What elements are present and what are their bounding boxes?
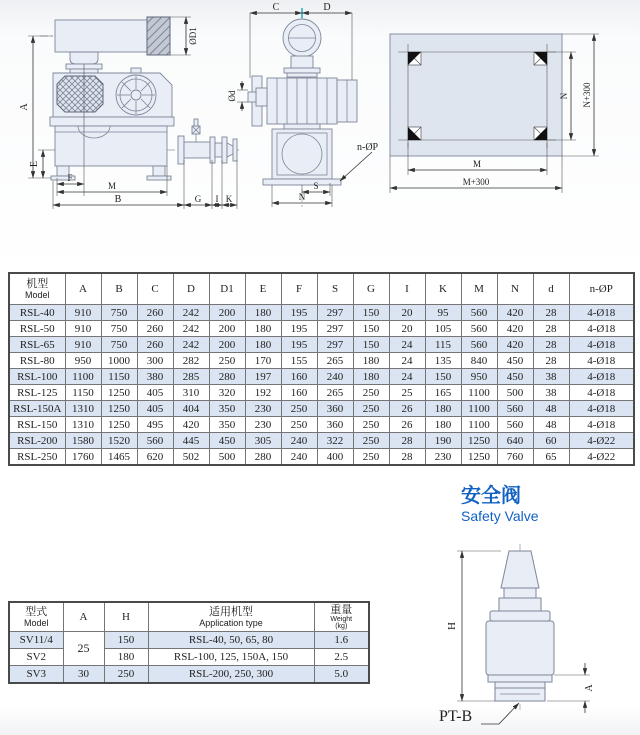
dim-cell: 1250 [101, 417, 137, 433]
blower-dimension-drawings [0, 0, 640, 265]
dim-cell: 95 [425, 305, 461, 321]
dim-cell: 1100 [461, 401, 497, 417]
dim-cell: 250 [209, 353, 245, 369]
dim-cell: 620 [137, 449, 173, 466]
table-row [9, 385, 634, 401]
valve-h-cell: 150 [104, 632, 148, 649]
dim-cell: 360 [317, 417, 353, 433]
header-A: A [65, 273, 101, 305]
dim-cell: 350 [209, 401, 245, 417]
dim-cell: 25 [389, 385, 425, 401]
dim-label-G: G [194, 194, 202, 204]
table-row [9, 369, 634, 385]
dim-label-D1: ØD1 [188, 27, 198, 45]
dim-label-S: S [313, 181, 319, 191]
dimension-table-header-row [9, 273, 634, 305]
dim-cell: 250 [353, 449, 389, 466]
dim-cell: 322 [317, 433, 353, 449]
dim-cell: 1760 [65, 449, 101, 466]
dim-cell: 242 [173, 305, 209, 321]
dim-cell: 170 [245, 353, 281, 369]
dim-label-d: Ød [227, 90, 237, 102]
header-D: D [173, 273, 209, 305]
dim-cell: 1580 [65, 433, 101, 449]
dim-cell: 28 [533, 321, 569, 337]
dim-cell: 200 [209, 321, 245, 337]
dim-cell: 560 [497, 417, 533, 433]
dim-cell: 297 [317, 321, 353, 337]
dim-cell: 4-Ø18 [569, 337, 634, 353]
dim-cell: 105 [425, 321, 461, 337]
model-cell: RSL-150 [9, 417, 65, 433]
dim-cell: 135 [425, 353, 461, 369]
valve-a-cell: 30 [63, 666, 104, 684]
dim-cell: 180 [353, 353, 389, 369]
dim-cell: 1250 [101, 401, 137, 417]
model-cell: RSL-50 [9, 321, 65, 337]
table-row [9, 401, 634, 417]
dim-label-F: F [67, 173, 73, 183]
dim-cell: 250 [353, 401, 389, 417]
header-K: K [425, 273, 461, 305]
dim-label-D: D [323, 2, 331, 13]
dim-label-plan-N: N [559, 92, 569, 100]
valve-h-cell: 180 [104, 649, 148, 666]
dim-cell: 192 [245, 385, 281, 401]
header-S: S [317, 273, 353, 305]
valve-table-row [9, 666, 369, 684]
dim-cell: 265 [317, 385, 353, 401]
dim-cell: 195 [281, 305, 317, 321]
dim-cell: 4-Ø18 [569, 401, 634, 417]
dim-cell: 4-Ø22 [569, 449, 634, 466]
valve-header-weight-zh: 重量 [330, 604, 353, 616]
dim-label-A: A [19, 103, 30, 111]
dim-cell: 840 [461, 353, 497, 369]
header-N: N [497, 273, 533, 305]
dim-cell: 260 [137, 321, 173, 337]
dim-cell: 24 [389, 353, 425, 369]
dim-cell: 495 [137, 417, 173, 433]
dim-cell: 320 [209, 385, 245, 401]
dim-cell: 1150 [101, 369, 137, 385]
valve-header-weight-en: Weight [330, 616, 353, 623]
valve-dim-label-H: H [446, 622, 458, 630]
dim-cell: 750 [101, 321, 137, 337]
dim-cell: 910 [65, 321, 101, 337]
dim-cell: 360 [317, 401, 353, 417]
dim-cell: 4-Ø18 [569, 417, 634, 433]
dim-cell: 240 [281, 433, 317, 449]
dim-cell: 240 [317, 369, 353, 385]
header-D1: D1 [209, 273, 245, 305]
safety-valve-title-zh: 安全阀 [461, 485, 521, 507]
side-view-drawing [19, 17, 240, 209]
model-cell: RSL-200 [9, 433, 65, 449]
dim-cell: 297 [317, 337, 353, 353]
header-E: E [245, 273, 281, 305]
dim-cell: 300 [137, 353, 173, 369]
dim-cell: 1250 [461, 449, 497, 466]
valve-header-app-en: Application type [199, 618, 263, 628]
table-row [9, 321, 634, 337]
header-M: M [461, 273, 497, 305]
header-model [9, 273, 65, 305]
valve-weight-cell: 1.6 [314, 632, 369, 649]
dim-cell: 1250 [101, 385, 137, 401]
dim-cell: 150 [353, 321, 389, 337]
valve-thread-label: PT-B [439, 708, 473, 725]
valve-header-h: H [104, 602, 148, 632]
dim-cell: 420 [173, 417, 209, 433]
dim-label-B: B [114, 194, 122, 205]
header-G: G [353, 273, 389, 305]
dim-cell: 65 [533, 449, 569, 466]
dim-cell: 450 [497, 369, 533, 385]
dim-cell: 1310 [65, 401, 101, 417]
dim-cell: 420 [497, 321, 533, 337]
dim-label-E: E [29, 160, 40, 168]
dim-cell: 28 [533, 353, 569, 369]
header-C: C [137, 273, 173, 305]
dim-cell: 48 [533, 401, 569, 417]
model-cell: RSL-80 [9, 353, 65, 369]
dim-cell: 180 [425, 417, 461, 433]
dim-cell: 450 [209, 433, 245, 449]
dim-cell: 500 [497, 385, 533, 401]
dim-cell: 380 [137, 369, 173, 385]
dim-cell: 4-Ø18 [569, 321, 634, 337]
dim-label-I: I [215, 194, 219, 204]
dim-cell: 115 [425, 337, 461, 353]
header-d: d [533, 273, 569, 305]
dim-cell: 1310 [65, 417, 101, 433]
dim-label-C: C [272, 2, 280, 13]
header-model-zh: 机型 [26, 278, 49, 290]
table-row [9, 305, 634, 321]
header-F: F [281, 273, 317, 305]
dim-label-N: N [298, 192, 306, 202]
dim-cell: 150 [353, 337, 389, 353]
dim-cell: 180 [245, 305, 281, 321]
dimension-table-body [9, 305, 634, 466]
dim-cell: 310 [173, 385, 209, 401]
dim-cell: 180 [245, 337, 281, 353]
table-row [9, 449, 634, 466]
model-cell: RSL-125 [9, 385, 65, 401]
dim-cell: 160 [281, 385, 317, 401]
dim-cell: 1100 [461, 417, 497, 433]
dim-cell: 230 [425, 449, 461, 466]
dim-cell: 297 [317, 305, 353, 321]
valve-header-weight [314, 602, 369, 632]
dim-cell: 150 [425, 369, 461, 385]
dim-cell: 190 [425, 433, 461, 449]
dim-cell: 38 [533, 385, 569, 401]
dim-label-plan-M: M [472, 159, 482, 169]
dim-cell: 1000 [101, 353, 137, 369]
dim-cell: 180 [425, 401, 461, 417]
header-I: I [389, 273, 425, 305]
dim-cell: 195 [281, 321, 317, 337]
valve-header-model-en: Model [23, 618, 49, 628]
dim-label-plan-N300: N+300 [582, 82, 592, 108]
dim-cell: 502 [173, 449, 209, 466]
table-row [9, 433, 634, 449]
dim-cell: 282 [173, 353, 209, 369]
dim-cell: 4-Ø18 [569, 305, 634, 321]
valve-header-model [9, 602, 63, 632]
valve-app-cell: RSL-40, 50, 65, 80 [148, 632, 314, 649]
dim-cell: 280 [209, 369, 245, 385]
valve-h-cell: 250 [104, 666, 148, 684]
dim-cell: 240 [281, 449, 317, 466]
dim-cell: 760 [497, 449, 533, 466]
model-cell: RSL-65 [9, 337, 65, 353]
dim-cell: 38 [533, 369, 569, 385]
safety-valve-table [8, 601, 370, 684]
dim-cell: 500 [209, 449, 245, 466]
dim-cell: 26 [389, 401, 425, 417]
dim-cell: 250 [353, 417, 389, 433]
dim-cell: 420 [497, 305, 533, 321]
dim-cell: 405 [137, 401, 173, 417]
dim-cell: 640 [497, 433, 533, 449]
dim-cell: 350 [209, 417, 245, 433]
dim-cell: 1100 [65, 369, 101, 385]
dim-cell: 1150 [65, 385, 101, 401]
dim-cell: 950 [461, 369, 497, 385]
dim-cell: 1520 [101, 433, 137, 449]
relief-valve-symbol [192, 119, 200, 142]
dim-cell: 4-Ø18 [569, 353, 634, 369]
dim-cell: 28 [389, 449, 425, 466]
dim-label-plan-M300: M+300 [462, 177, 490, 187]
table-row [9, 337, 634, 353]
dim-cell: 420 [497, 337, 533, 353]
dim-cell: 200 [209, 337, 245, 353]
safety-valve-title [461, 485, 539, 525]
dim-cell: 150 [353, 305, 389, 321]
valve-model-cell: SV11/4 [9, 632, 63, 649]
dim-cell: 910 [65, 337, 101, 353]
dim-cell: 750 [101, 305, 137, 321]
dim-label-K: K [225, 194, 233, 204]
dim-cell: 445 [173, 433, 209, 449]
dim-cell: 160 [281, 369, 317, 385]
model-cell: RSL-40 [9, 305, 65, 321]
valve-header-a: A [63, 602, 104, 632]
dim-cell: 1465 [101, 449, 137, 466]
dim-cell: 1250 [461, 433, 497, 449]
dim-cell: 750 [101, 337, 137, 353]
dim-cell: 950 [65, 353, 101, 369]
front-view-drawing [227, 2, 379, 208]
valve-dim-label-A: A [584, 684, 595, 692]
dim-cell: 180 [353, 369, 389, 385]
header-model-en: Model [24, 290, 50, 300]
dim-cell: 180 [245, 321, 281, 337]
table-row [9, 417, 634, 433]
valve-weight-cell: 2.5 [314, 649, 369, 666]
dim-cell: 20 [389, 321, 425, 337]
header-B: B [101, 273, 137, 305]
dim-cell: 4-Ø18 [569, 385, 634, 401]
model-cell: RSL-150A [9, 401, 65, 417]
dim-label-M: M [107, 181, 117, 191]
dim-cell: 250 [353, 385, 389, 401]
dim-cell: 910 [65, 305, 101, 321]
dim-cell: 28 [389, 433, 425, 449]
valve-header-weight-unit: (kg) [335, 623, 348, 630]
dim-cell: 560 [461, 305, 497, 321]
dim-cell: 242 [173, 337, 209, 353]
safety-valve-drawing [425, 538, 640, 735]
dim-label-nP: n-ØP [357, 142, 379, 153]
dim-cell: 305 [245, 433, 281, 449]
valve-app-cell: RSL-200, 250, 300 [148, 666, 314, 684]
model-cell: RSL-250 [9, 449, 65, 466]
dim-cell: 250 [281, 401, 317, 417]
dim-cell: 242 [173, 321, 209, 337]
model-cell: RSL-100 [9, 369, 65, 385]
valve-app-cell: RSL-100, 125, 150A, 150 [148, 649, 314, 666]
dim-cell: 450 [497, 353, 533, 369]
table-row [9, 353, 634, 369]
dim-cell: 280 [245, 449, 281, 466]
dim-cell: 260 [137, 337, 173, 353]
dim-cell: 26 [389, 417, 425, 433]
valve-header-app [148, 602, 314, 632]
dim-cell: 405 [137, 385, 173, 401]
foundation-plan-drawing [390, 34, 599, 193]
valve-model-cell: SV2 [9, 649, 63, 666]
dim-cell: 60 [533, 433, 569, 449]
dim-cell: 155 [281, 353, 317, 369]
dim-cell: 260 [137, 305, 173, 321]
valve-header-model-zh: 型式 [25, 606, 48, 618]
dim-cell: 20 [389, 305, 425, 321]
dim-cell: 250 [281, 417, 317, 433]
dim-cell: 28 [533, 337, 569, 353]
dim-cell: 265 [317, 353, 353, 369]
dim-cell: 285 [173, 369, 209, 385]
safety-valve-title-en: Safety Valve [461, 508, 539, 524]
valve-table-row [9, 632, 369, 649]
dim-cell: 195 [281, 337, 317, 353]
dim-cell: 4-Ø18 [569, 369, 634, 385]
dim-cell: 230 [245, 401, 281, 417]
dim-cell: 4-Ø22 [569, 433, 634, 449]
dim-cell: 560 [461, 321, 497, 337]
dim-cell: 197 [245, 369, 281, 385]
dim-cell: 560 [461, 337, 497, 353]
dim-cell: 560 [137, 433, 173, 449]
dim-cell: 1100 [461, 385, 497, 401]
dim-cell: 48 [533, 417, 569, 433]
valve-weight-cell: 5.0 [314, 666, 369, 684]
valve-model-cell: SV3 [9, 666, 63, 684]
dim-cell: 560 [497, 401, 533, 417]
dimension-table [8, 272, 635, 466]
valve-a-merged-cell: 25 [63, 632, 104, 666]
dim-cell: 24 [389, 369, 425, 385]
valve-table-header-row [9, 602, 369, 632]
dim-cell: 250 [353, 433, 389, 449]
dim-cell: 200 [209, 305, 245, 321]
header-nP: n-ØP [569, 273, 634, 305]
dim-cell: 24 [389, 337, 425, 353]
dim-cell: 28 [533, 305, 569, 321]
dim-cell: 165 [425, 385, 461, 401]
valve-header-app-zh: 适用机型 [209, 606, 253, 618]
dim-cell: 230 [245, 417, 281, 433]
dim-cell: 400 [317, 449, 353, 466]
dim-cell: 404 [173, 401, 209, 417]
